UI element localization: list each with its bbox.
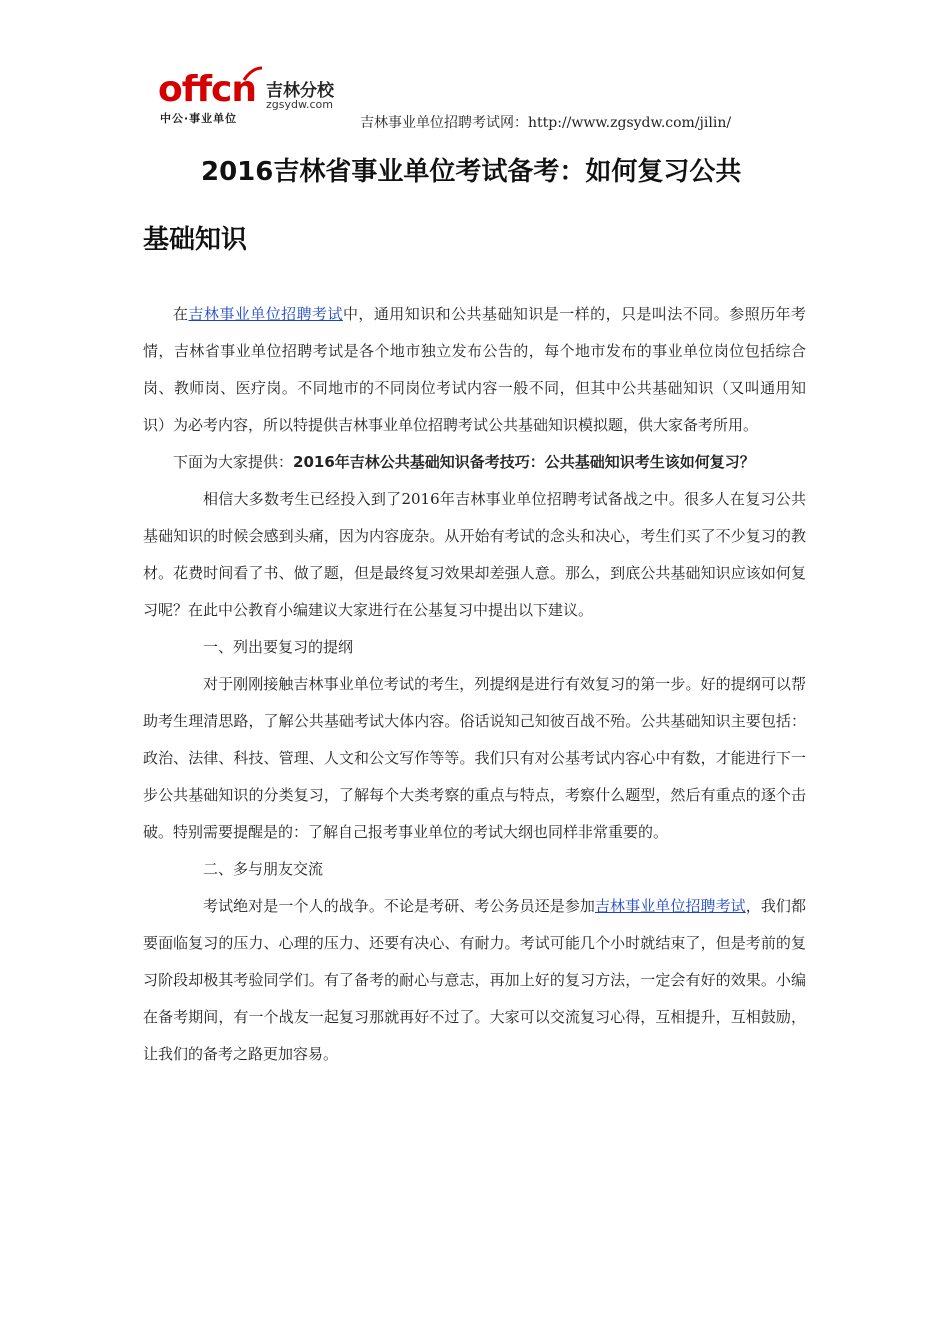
title-line-1: 2016吉林省事业单位考试备考：如何复习公共 — [201, 157, 742, 187]
paragraph-exchange — [143, 888, 806, 1073]
paragraph-outline: 对于刚刚接触吉林事业单位考试的考生，列提纲是进行有效复习的第一步。好的提纲可以帮助考生理清思路，了解公共基础考试大体内容。俗话说知己知彼百战不殆。公共基础知识主要包括：政治、法律、科技、管理、人文和公文写作等等。我们只有对公基考试内容心中有数，才能进行下一步公共基础知识的分类复习，了解每个大类考察的重点与特点，考察什么题型，然后有重点的逐个击破。特别需要提醒是的：了解自己报考事业单位的考试大纲也同样非常重要的。 — [143, 675, 806, 841]
title-line-2: 基础知识 — [143, 225, 248, 255]
exam-link-2[interactable]: 吉林事业单位招聘考试 — [594, 897, 746, 915]
section-heading-2: 二、多与朋友交流 — [203, 860, 324, 878]
logo-wordmark: offcn — [158, 69, 257, 110]
logo-swoosh-icon — [242, 66, 264, 82]
exchange-text-rest: ，我们都要面临复习的压力、心理的压力、还要有决心、有耐力。考试可能几个小时就结束了，但是考前的复习阶段却极其考验同学们。有了备考的耐心与意志，再加上好的复习方法，一定会有好的效果。小编在备考期间，有一个战友一起复习那就再好不过了。大家可以交流复习心得，互相提升，互相鼓励，让我们的备考之路更加容易。 — [143, 897, 806, 1063]
logo-branch: 吉林分校 — [266, 81, 334, 101]
paragraph-intro — [143, 296, 806, 444]
exam-link-1[interactable]: 吉林事业单位招聘考试 — [188, 305, 343, 323]
intro-text-start: 在 — [173, 305, 189, 323]
header-site-text: 吉林事业单位招聘考试网：http://www.zgsydw.com/jilin/ — [360, 115, 732, 131]
paragraph-believe: 相信大多数考生已经投入到了2016年吉林事业单位招聘考试备战之中。很多人在复习公共基础知识的时候会感到头痛，因为内容庞杂。从开始有考试的念头和决心，考生们买了不少复习的教材。花费时间看了书、做了题，但是最终复习效果却差强人意。那么，到底公共基础知识应该如何复习呢？在此中公教育小编建议大家进行在公基复习中提出以下建议。 — [143, 490, 806, 619]
logo-domain: zgsydw.com — [266, 98, 333, 111]
exchange-text-start: 考试绝对是一个人的战争。不论是考研、考公务员还是参加 — [203, 897, 595, 915]
document-header — [150, 66, 810, 136]
provide-bold-title: 2016年吉林公共基础知识备考技巧：公共基础知识考生该如何复习？ — [293, 453, 755, 471]
article-body — [143, 296, 806, 1073]
paragraph-provide — [143, 444, 806, 481]
provide-text: 下面为大家提供： — [173, 453, 294, 471]
offcn-logo — [158, 66, 348, 128]
section-heading-1: 一、列出要复习的提纲 — [203, 638, 354, 656]
logo-subtitle: 中公·事业单位 — [160, 112, 238, 125]
intro-text-rest: 中，通用知识和公共基础知识是一样的，只是叫法不同。参照历年考情，吉林省事业单位招聘考试是各个地市独立发布公告的，每个地市发布的事业单位岗位包括综合岗、教师岗、医疗岗。不同地市的不同岗位考试内容一般不同，但其中公共基础知识（又叫通用知识）为必考内容，所以特提供吉林事业单位招聘考试公共基础知识模拟题，供大家备考所用。 — [143, 305, 806, 434]
document-title — [143, 146, 808, 260]
